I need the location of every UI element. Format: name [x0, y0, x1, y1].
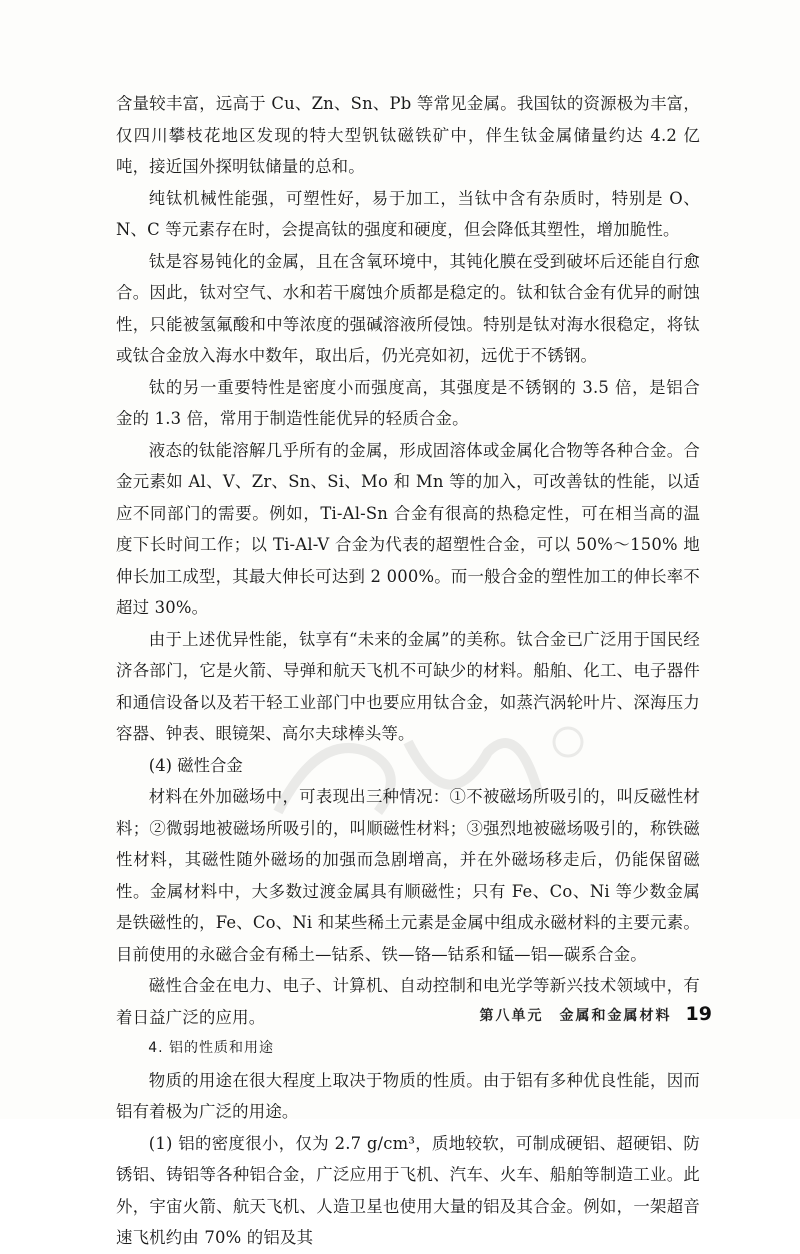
page-footer [480, 1003, 712, 1025]
body-text [116, 88, 700, 1254]
section-heading-aluminum: 4. 铝的性质和用途 [148, 1040, 274, 1056]
paragraph-titanium-passivation: 钛是容易钝化的金属，且在含氧环境中，其钝化膜在受到破坏后还能自行愈合。因此，钛对空气、水和若干腐蚀介质都是稳定的。钛和钛合金有优异的耐蚀性，只能被氢氟酸和中等浓度的强碱溶液所侵蚀。特别是钛对海水很稳定，将钛或钛合金放入海水中数年，取出后，仍光亮如初，远优于不锈钢。 [116, 251, 700, 365]
paragraph-titanium-resources: 含量较丰富，远高于 Cu、Zn、Sn、Pb 等常见金属。我国钛的资源极为丰富，仅四川攀枝花地区发现的特大型钒钛磁铁矿中，伴生钛金属储量约达 4.2 亿吨，接近国外探明钛储量的总和。 [116, 94, 700, 176]
paragraph-titanium-applications: 由于上述优异性能，钛享有“未来的金属”的美称。钛合金已广泛用于国民经济各部门，它是火箭、导弹和航天飞机不可缺少的材料。船舶、化工、电子器件和通信设备以及若干轻工业部门中也要应用钛合金，如蒸汽涡轮叶片、深海压力容器、钟表、眼镜架、高尔夫球棒头等。 [116, 629, 700, 743]
paragraph-aluminum-intro: 物质的用途在很大程度上取决于物质的性质。由于铝有多种优良性能，因而铝有着极为广泛的用途。 [116, 1070, 700, 1121]
footer-unit-title: 第八单元 金属和金属材料 [479, 1008, 672, 1024]
heading-magnetic-alloys: (4) 磁性合金 [148, 755, 243, 775]
paragraph-magnetic-applications: 磁性合金在电力、电子、计算机、自动控制和电光学等新兴技术领域中，有着日益广泛的应用。 [116, 976, 700, 1027]
paragraph-titanium-plasticity: 纯钛机械性能强，可塑性好，易于加工，当钛中含有杂质时，特别是 O、N、C 等元素存在时，会提高钛的强度和硬度，但会降低其塑性，增加脆性。 [116, 188, 700, 239]
paragraph-aluminum-density: (1) 铝的密度很小，仅为 2.7 g/cm³，质地较软，可制成硬铝、超硬铝、防锈铝、铸铝等各种铝合金，广泛应用于飞机、汽车、火车、船舶等制造工业。此外，宇宙火箭、航天飞机、人造卫星也使用大量的铝及其合金。例如，一架超音速飞机约由 70% 的铝及其 [116, 1133, 700, 1247]
paragraph-titanium-strength: 钛的另一重要特性是密度小而强度高，其强度是不锈钢的 3.5 倍，是铝合金的 1.3 倍，常用于制造性能优异的轻质合金。 [116, 377, 700, 428]
paragraph-titanium-alloys: 液态的钛能溶解几乎所有的金属，形成固溶体或金属化合物等各种合金。合金元素如 Al、V、Zr、Sn、Si、Mo 和 Mn 等的加入，可改善钛的性能，以适应不同部门的需要。例如，Ti-Al-Sn 合金有很高的热稳定性，可在相当高的温度下长时间工作；以 Ti-Al-V 合金为代表的超塑性合金，可以 50%～150% 地伸长加工成型，其最大伸长可达到 2 000%。而一般合金的塑性加工的伸长率不超过 30%。 [116, 440, 700, 617]
page-number: 19 [685, 1003, 712, 1025]
paragraph-magnetic-materials: 材料在外加磁场中，可表现出三种情况：①不被磁场所吸引的，叫反磁性材料；②微弱地被磁场所吸引的，叫顺磁性材料；③强烈地被磁场吸引的，称铁磁性材料，其磁性随外磁场的加强而急剧增高，并在外磁场移走后，仍能保留磁性。金属材料中，大多数过渡金属具有顺磁性；只有 Fe、Co、Ni 等少数金属是铁磁性的，Fe、Co、Ni 和某些稀土元素是金属中组成永磁材料的主要元素。目前使用的永磁合金有稀土—钴系、铁—铬—钴系和锰—铝—碳系合金。 [116, 787, 700, 964]
